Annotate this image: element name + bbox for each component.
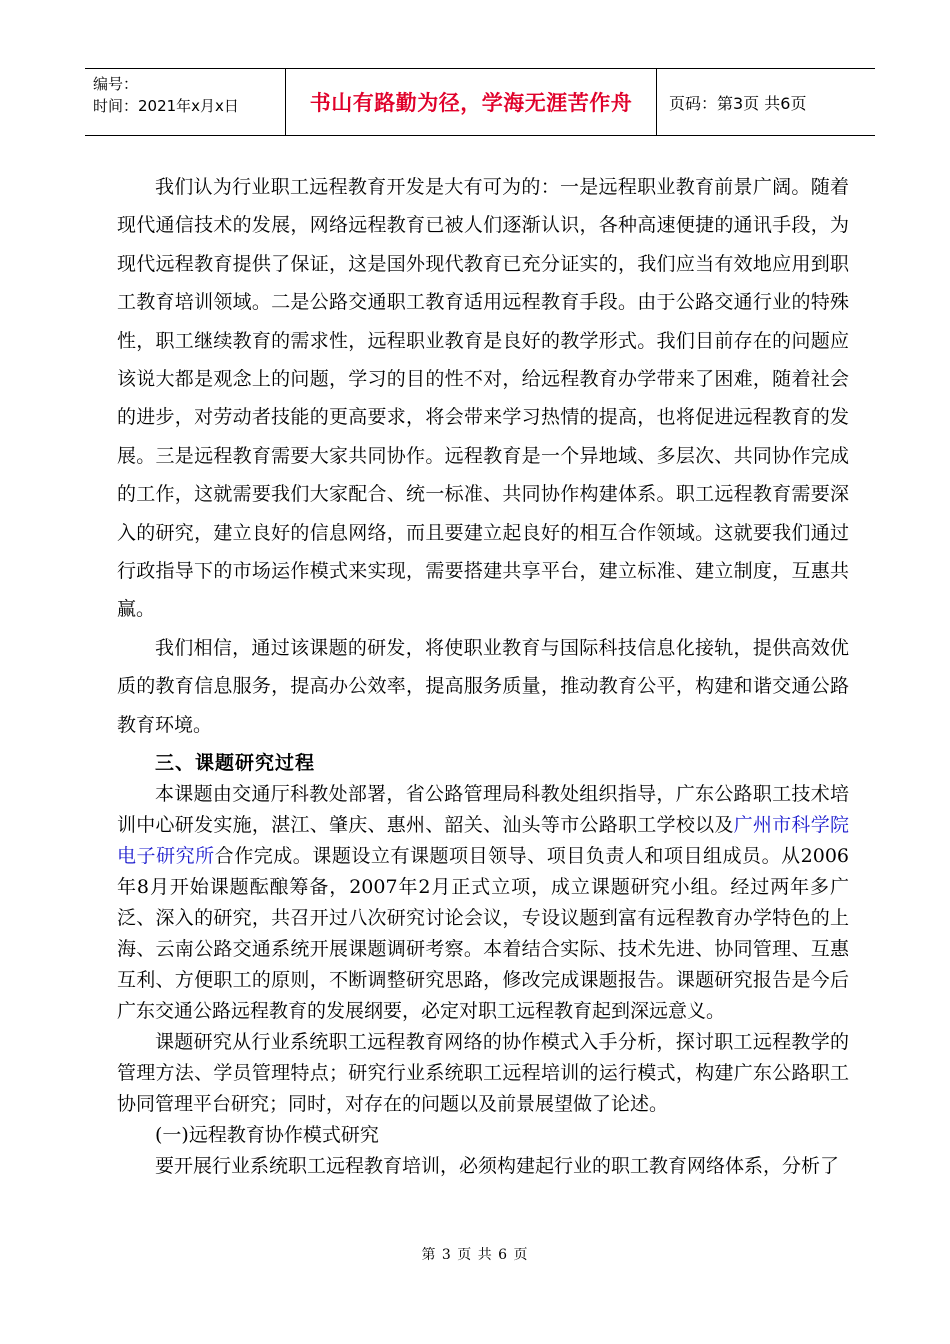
document-number-label: 编号： <box>93 75 139 93</box>
header-motto: 书山有路勤为径，学海无涯苦作舟 <box>285 69 657 135</box>
institute-link[interactable]: 广州市科学院电子研究所 <box>117 814 849 868</box>
document-body <box>117 168 849 1182</box>
paragraph-process <box>117 779 849 1027</box>
page-footer: 第 3 页 共 6 页 <box>421 1247 529 1263</box>
process-text-end: 合作完成。课题设立有课题项目领导、项目负责人和项目组成员。从2006年8月开始课题酝酿筹备，2007年2月正式立项，成立课题研究小组。经过两年多广泛、深入的研究，共召开过八次研究讨论会议，专设议题到富有远程教育办学特色的上海、云南公路交通系统开展课题调研考察。本着结合实际、技术先进、协同管理、互惠互利、方便职工的原则，不断调整研究思路，修改完成课题报告。课题研究报告是今后广东交通公路远程教育的发展纲要，必定对职工远程教育起到深远意义。 <box>117 845 849 1023</box>
paragraph-belief: 我们相信，通过该课题的研发，将使职业教育与国际科技信息化接轨，提供高效优质的教育信息服务，提高办公效率，提高服务质量，推动教育公平，构建和谐交通公路教育环境。 <box>117 636 849 736</box>
document-time-label: 时间：2021年x月x日 <box>93 97 239 115</box>
paragraph-outlook: 我们认为行业职工远程教育开发是大有可为的：一是远程职业教育前景广阔。随着现代通信技术的发展，网络远程教育已被人们逐渐认识，各种高速便捷的通讯手段，为现代远程教育提供了保证，这是国外现代教育已充分证实的，我们应当有效地应用到职工教育培训领域。二是公路交通职工教育适用远程教育手段。由于公路交通行业的特殊性，职工继续教育的需求性，远程职业教育是良好的教学形式。我们目前存在的问题应该说大都是观念上的问题，学习的目的性不对，给远程教育办学带来了困难，随着社会的进步，对劳动者技能的更高要求，将会带来学习热情的提高，也将促进远程教育的发展。三是远程教育需要大家共同协作。远程教育是一个异地域、多层次、共同协作完成的工作，这就需要我们大家配合、统一标准、共同协作构建体系。职工远程教育需要深入的研究，建立良好的信息网络，而且要建立起良好的相互合作领域。这就要我们通过行政指导下的市场运作模式来实现，需要搭建共享平台，建立标准、建立制度，互惠共赢。 <box>117 176 849 621</box>
section-heading: 三、课题研究过程 <box>155 752 316 775</box>
header-page-info: 页码：第3页 共6页 <box>669 93 807 113</box>
header-meta <box>85 69 285 135</box>
process-text-start: 本课题由交通厅科教处部署，省公路管理局科教处组织指导，广东公路职工技术培训中心研发实施，湛江、肇庆、惠州、韶关、汕头等市公路职工学校以及 <box>117 783 849 837</box>
subsection-heading: (一)远程教育协作模式研究 <box>155 1124 379 1147</box>
paragraph-network: 要开展行业系统职工远程教育培训，必须构建起行业的职工教育网络体系，分析了 <box>155 1155 840 1178</box>
paragraph-research-scope: 课题研究从行业系统职工远程教育网络的协作模式入手分析，探讨职工远程教学的管理方法、学员管理特点；研究行业系统职工远程培训的运行模式，构建广东公路职工协同管理平台研究；同时，对存在的问题以及前景展望做了论述。 <box>117 1031 849 1116</box>
page-header <box>85 68 875 136</box>
